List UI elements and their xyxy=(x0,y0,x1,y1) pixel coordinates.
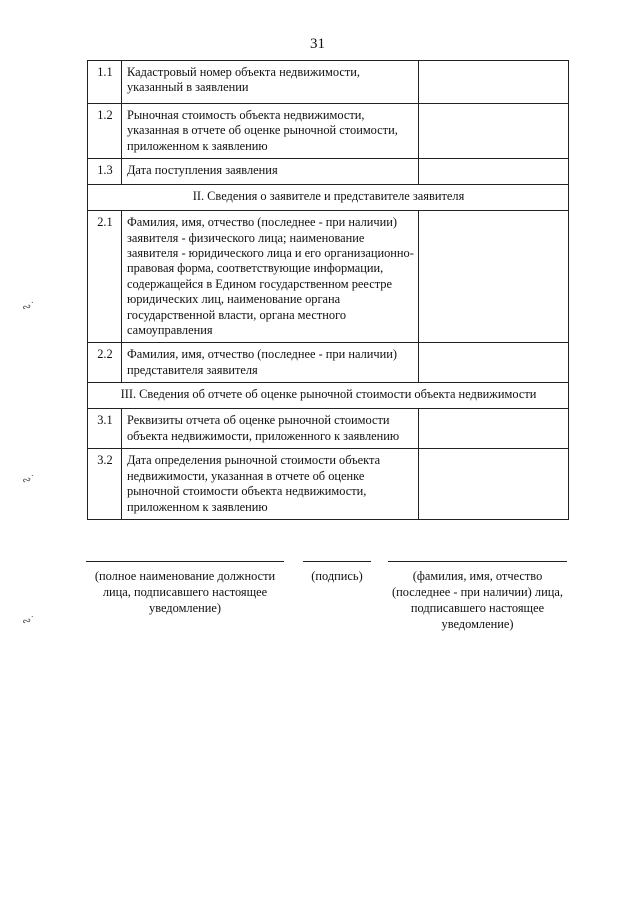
table-row xyxy=(88,449,569,520)
notification-form-table xyxy=(87,60,569,520)
row-number: 2.1 xyxy=(88,211,122,343)
section-header-row xyxy=(88,185,569,211)
signature-caption: (подпись) xyxy=(311,569,363,583)
table-row xyxy=(88,159,569,185)
row-label-market-value: Рыночная стоимость объекта недвижимости, указанная в отчете об оценке рыночной стоимости, приложенном к заявлению xyxy=(121,104,418,159)
row-value-representative-name[interactable] xyxy=(419,343,569,383)
row-label-representative-name: Фамилия, имя, отчество (последнее - при наличии) представителя заявителя xyxy=(121,343,418,383)
name-signature-line[interactable] xyxy=(388,561,567,562)
table-row xyxy=(88,409,569,449)
table-row xyxy=(88,104,569,159)
row-value-valuation-date[interactable] xyxy=(419,449,569,520)
row-label-report-details: Реквизиты отчета об оценке рыночной стоимости объекта недвижимости, приложенного к заявлению xyxy=(121,409,418,449)
position-signature-line[interactable] xyxy=(86,561,284,562)
row-number: 3.2 xyxy=(88,449,122,520)
margin-scribble-icon: ∾˙ xyxy=(20,613,37,629)
row-number: 1.2 xyxy=(88,104,122,159)
row-label-valuation-date: Дата определения рыночной стоимости объекта недвижимости, указанная в отчете об оценке рыночной стоимости объекта недвижимости, приложенном к заявлению xyxy=(121,449,418,520)
row-value-market-value[interactable] xyxy=(419,104,569,159)
table-row xyxy=(88,343,569,383)
row-value-cadastral-number[interactable] xyxy=(419,61,569,104)
page-number: 31 xyxy=(310,36,325,52)
row-label-application-date: Дата поступления заявления xyxy=(121,159,418,185)
row-label-applicant-name: Фамилия, имя, отчество (последнее - при наличии) заявителя - физического лица; наименование заявителя - юридического лица и его организационно-правовая форма, соответствующие информации, содержащейся в Едином государственном реестре юридических лиц, наименование органа государственной власти, органа местного самоуправления xyxy=(121,211,418,343)
signature-line[interactable] xyxy=(303,561,371,562)
table-row xyxy=(88,211,569,343)
section-heading-applicant: II. Сведения о заявителе и представителе заявителя xyxy=(88,185,569,211)
row-number: 3.1 xyxy=(88,409,122,449)
margin-scribble-icon: ∾˙ xyxy=(20,299,37,315)
position-caption: (полное наименование должности лица, подписавшего настоящее уведомление) xyxy=(94,569,276,615)
row-label-cadastral-number: Кадастровый номер объекта недвижимости, указанный в заявлении xyxy=(121,61,418,104)
row-value-applicant-name[interactable] xyxy=(419,211,569,343)
row-value-application-date[interactable] xyxy=(419,159,569,185)
row-number: 1.3 xyxy=(88,159,122,185)
section-heading-report: III. Сведения об отчете об оценке рыночной стоимости объекта недвижимости xyxy=(88,383,569,409)
name-caption: (фамилия, имя, отчество (последнее - при наличии) лица, подписавшего настоящее уведомление) xyxy=(392,569,563,631)
row-number: 1.1 xyxy=(88,61,122,104)
margin-scribble-icon: ∾˙ xyxy=(20,472,37,488)
table-row xyxy=(88,61,569,104)
row-value-report-details[interactable] xyxy=(419,409,569,449)
row-number: 2.2 xyxy=(88,343,122,383)
section-header-row xyxy=(88,383,569,409)
